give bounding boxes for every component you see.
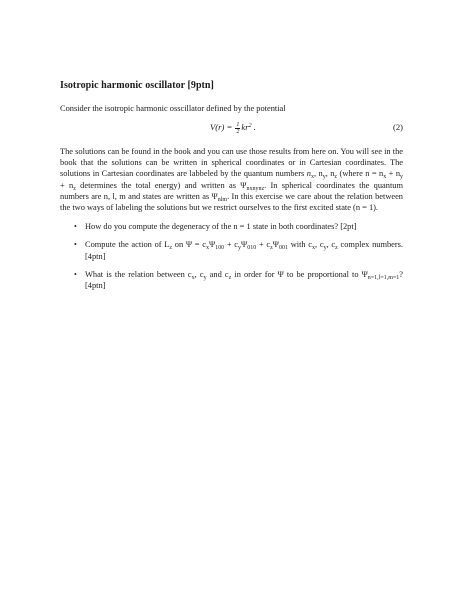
- equation-rhs: kr: [241, 122, 249, 132]
- q2-sub-j: z: [335, 245, 338, 252]
- equation-expression: [210, 122, 256, 135]
- q3-part-d: in order for Ψ to be proportional to Ψ: [231, 269, 368, 279]
- para-text-7: . In spherical coordinates the quantum numbers are n, l, m and states are written as Ψ: [60, 180, 403, 201]
- q2-part-f: + c: [256, 240, 271, 250]
- para-sub-x: x: [310, 174, 314, 181]
- para-sub-6: nxnynz: [246, 185, 265, 192]
- equation-exponent: 2: [248, 123, 252, 129]
- explanation-paragraph: [60, 146, 403, 213]
- para-sub-5a: x: [383, 174, 387, 181]
- para-var-nx: n: [306, 169, 311, 179]
- para-var-ny: , n: [313, 169, 323, 179]
- q3-part-b: , c: [194, 269, 204, 279]
- q2-part-d: + c: [224, 240, 239, 250]
- intro-text: Consider the isotropic harmonic osscillator defined by the potential: [60, 104, 286, 113]
- q2-sub-h: x: [312, 245, 316, 252]
- para-sub-y: y: [322, 174, 326, 181]
- q3-sub-a: x: [191, 274, 195, 281]
- question-list: [60, 221, 403, 291]
- q3-sub-c: z: [228, 274, 232, 281]
- para-text-5b: + n: [386, 169, 401, 179]
- q2-part-j: , c: [326, 240, 336, 250]
- problem-section: [60, 79, 403, 298]
- para-text-8: . In this exercise we care about the relation between the two ways of labeling the solutions but we restrict ourselves to the first excited state (n = 1).: [60, 191, 403, 213]
- q3-sub-d: n=1,l=1,m=1: [367, 274, 400, 281]
- para-text-5: (where n = n: [337, 169, 384, 179]
- equation-fraction: [235, 122, 240, 135]
- q2-sub-d: y: [238, 245, 242, 252]
- equation-number: (2): [392, 122, 403, 132]
- q3-part-e: ? [4ptn]: [85, 269, 404, 291]
- q2-part-a: Compute the action of L: [85, 240, 170, 250]
- q2-sub-f: z: [270, 245, 273, 252]
- q2-part-i: , c: [315, 240, 324, 250]
- question-3: [60, 269, 403, 291]
- q2-part-b: on Ψ = c: [172, 240, 206, 250]
- potential-equation: [60, 122, 403, 136]
- para-text-5d: + n: [60, 180, 74, 190]
- question-1: [60, 221, 403, 232]
- q3-part-c: and c: [206, 269, 229, 279]
- para-sub-7: nlm: [217, 196, 228, 203]
- equation-lhs: V(r) =: [210, 122, 235, 132]
- problem-title: Isotropic harmonic oscillator [9ptn]: [60, 80, 214, 91]
- q2-part-k: complex numbers. [4ptn]: [85, 240, 404, 261]
- fraction-numerator: 1: [236, 122, 240, 128]
- q2-sub-c: 100: [215, 245, 225, 252]
- q2-part-h: with c: [287, 240, 313, 250]
- para-text-6: determines the total energy) and written as Ψ: [75, 180, 247, 190]
- equation-tail: .: [251, 122, 256, 132]
- q3-part-a: What is the relation between c: [85, 269, 192, 279]
- q2-sub-b: x: [205, 245, 209, 252]
- bullet-icon: •: [74, 222, 77, 232]
- question-2: [60, 239, 403, 261]
- q2-sub-i: y: [323, 245, 327, 252]
- q2-part-c: Ψ: [208, 240, 216, 250]
- para-sub-z: z: [334, 174, 338, 181]
- q2-sub-e: 010: [247, 245, 257, 252]
- question-1-text: How do you compute the degeneracy of the n = 1 state in both coordinates? [2pt]: [85, 222, 357, 232]
- para-text-1: The solutions can be found in the book and you can use those results from here on. You will see in the book that the solutions can be written in spherical coordinates or in Cartesian coordinates. The solutions in Cartesian coordinates are labbeled by the quantum numbers: [60, 147, 403, 179]
- q2-sub-g: 001: [278, 245, 288, 252]
- bullet-icon: •: [74, 269, 77, 279]
- para-var-nz: , n: [325, 169, 335, 179]
- bullet-icon: •: [74, 240, 77, 250]
- q2-sub-a: z: [169, 245, 173, 252]
- fraction-denominator: 2: [236, 129, 240, 135]
- para-sub-5c: y: [400, 174, 404, 181]
- q2-part-e: Ψ: [241, 240, 248, 250]
- q3-sub-b: y: [203, 274, 207, 281]
- q2-part-g: Ψ: [272, 240, 279, 250]
- para-sub-5e: z: [73, 185, 76, 192]
